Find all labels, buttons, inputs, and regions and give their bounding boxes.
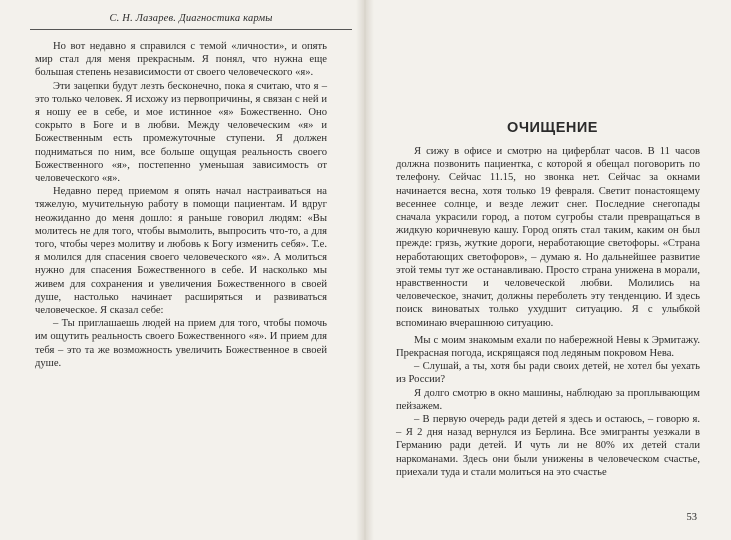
paragraph: Я долго смотрю в окно машины, наблюдаю за проплывающим пейзажем. [396, 387, 700, 412]
right-page [374, 0, 731, 540]
paragraph: Я сижу в офисе и смотрю на циферблат часов. В 11 часов должна позвонить пациентка, с которой я обещал поговорить по телефону. Сейчас 11.15, но звонка нет. Сейчас за окнами начинается весна, хотя только 19 февраля. Светит понастоящему весеннее солнце, и везде лежит снег. Последние снегопады сначала украсили город, а потом сугробы стали превращаться в жидкую коричневую кашу. Город опять стал таким, каким он был прежде: грязь, жуткие дороги, неработающие светофоры. «Страна неработающих светофоров», – думаю я. Но дальнейшее развитие этой темы тут же останавливаю. Просто страна унижена в морали, нравственности и человеческой любви. Молились на человеческое, значит, должны переболеть эту тенденцию. И здесь поиск виноватых только ухудшит ситуацию. Я с улыбкой вспоминаю вчерашнюю ситуацию. [396, 146, 700, 329]
paragraph: Но вот недавно я справился с темой «личности», и опять мир стал для меня прекрасным. Я понял, что нужна еще большая степень независимости от своего человеческого «я». [35, 41, 327, 79]
page-number: 53 [686, 512, 697, 523]
right-page-text [396, 145, 700, 479]
paragraph: – Слушай, а ты, хотя бы ради своих детей, не хотел бы уехать из России? [396, 361, 700, 386]
paragraph: – Ты приглашаешь людей на прием для того, чтобы помочь им ощутить реальность своего Божественного «я». И прием для тебя – это та же возможность увеличить Божественное в своей душе. [35, 318, 327, 369]
paragraph: – В первую очередь ради детей я здесь и остаюсь, – говорю я. – Я 2 дня назад вернулся из Берлина. Все эмигранты уезжали в Германию ради детей. И чуть ли не 80% их детей стали наркоманами. Здесь они были унижены в человеческом счастье, приехали туда и стали молиться на это счастье [396, 414, 700, 478]
running-head: С. Н. Лазарев. Диагностика кармы [30, 13, 352, 30]
paragraph: Недавно перед приемом я опять начал настраиваться на тяжелую, мучительную работу в помощи пациентам. И вдруг неожиданно до меня дошло: я раньше говорил людям: «Вы молитесь не для того, чтобы вымолить, выпросить что-то, а для того, чтобы через молитву и любовь к Богу изменить себя». Т.е. я молился для спасения своего человеческого «я». А молиться нужно для спасения Божественного в себе. И насколько мы живем для сохранения и увеличения Божественного в своей душе, настолько начинает расширяться и развиваться человеческое. Я сказал себе: [35, 186, 327, 317]
paragraph: Мы с моим знакомым ехали по набережной Невы к Эрмитажу. Прекрасная погода, искрящаяся под ледяным покровом Нева. [396, 334, 700, 360]
paragraph: Эти зацепки будут лезть бесконечно, пока я считаю, что я – это только человек. Я исхожу из первопричины, я связан с ней и я ношу ее в себе, и мое истинное «я» Божественно. Оно сокрыто в Боге и в любви. Между человеческим «я» и Божественным есть промежуточные ступени. Я должен подниматься по ним, все больше ощущая реальность своего Божественного «я», постепенно уменьшая зависимость от человеческого «я». [35, 80, 327, 185]
left-page-text [35, 40, 327, 370]
book-gutter [356, 0, 374, 540]
chapter-title: ОЧИЩЕНИЕ [507, 120, 598, 136]
left-page [0, 0, 358, 540]
